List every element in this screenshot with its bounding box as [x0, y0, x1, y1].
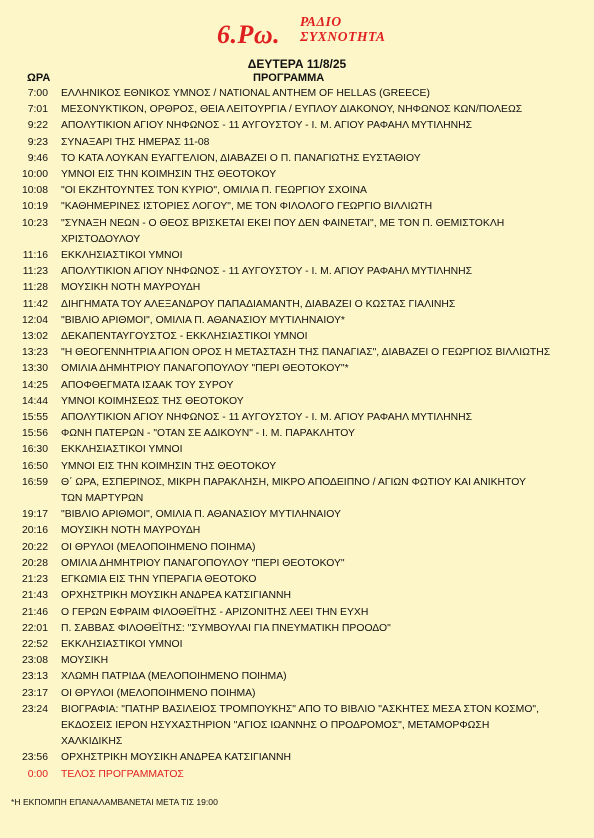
schedule-row — [0, 394, 594, 410]
program-line: ΧΑΛΚΙΔΙΚΗΣ — [61, 736, 123, 748]
schedule-row — [0, 248, 594, 264]
schedule-time: 20:16 — [21, 525, 48, 537]
schedule-row — [0, 572, 594, 588]
schedule-time: 16:50 — [21, 460, 48, 472]
schedule-time: 13:02 — [21, 331, 48, 343]
program-line: ΤΩΝ ΜΑΡΤΥΡΩΝ — [61, 493, 144, 505]
schedule-time: 13:23 — [21, 347, 48, 359]
schedule-time: 22:52 — [21, 638, 48, 650]
schedule-time: 10:08 — [21, 185, 48, 197]
schedule-time: 21:23 — [21, 574, 48, 586]
logo-subtitle — [300, 14, 385, 44]
schedule-time: 11:42 — [22, 298, 48, 310]
schedule-time: 11:28 — [22, 282, 48, 294]
schedule-program — [61, 588, 581, 604]
column-headers — [0, 72, 594, 86]
program-line: ΟΜΙΛΙΑ ΔΗΜΗΤΡΙΟΥ ΠΑΝΑΓΟΠΟΥΛΟΥ "ΠΕΡΙ ΘΕΟΤΟΚΟΥ" — [61, 557, 345, 569]
schedule-program — [61, 507, 581, 523]
program-line: ΥΜΝΟΙ ΚΟΙΜΗΣΕΩΣ ΤΗΣ ΘΕΟΤΟΚΟΥ — [61, 395, 244, 407]
schedule-time: 0:00 — [27, 768, 48, 780]
schedule-row — [0, 378, 594, 394]
schedule-program — [61, 475, 581, 507]
schedule-row — [0, 523, 594, 539]
time-column-header: ΩΡΑ — [27, 72, 51, 84]
program-line: ΜΟΥΣΙΚΗ — [61, 655, 109, 667]
schedule-time: 23:17 — [21, 687, 48, 699]
schedule-row — [0, 637, 594, 653]
schedule-row — [0, 556, 594, 572]
schedule-time: 16:30 — [21, 444, 48, 456]
program-line: ΟΙ ΘΡΥΛΟΙ (ΜΕΛΟΠΟΙΗΜΕΝΟ ΠΟΙΗΜΑ) — [61, 541, 256, 553]
schedule-program — [61, 216, 581, 248]
schedule-row — [0, 410, 594, 426]
schedule-row — [0, 767, 594, 783]
program-line: ΕΚΚΛΗΣΙΑΣΤΙΚΟΙ ΥΜΝΟΙ — [61, 444, 183, 456]
schedule-list — [0, 86, 594, 783]
schedule-time: 9:46 — [27, 152, 48, 164]
program-line: ΧΛΩΜΗ ΠΑΤΡΙΔΑ (ΜΕΛΟΠΟΙΗΜΕΝΟ ΠΟΙΗΜΑ) — [61, 671, 287, 683]
schedule-row — [0, 135, 594, 151]
schedule-time: 11:16 — [22, 250, 48, 262]
program-line: ΜΟΥΣΙΚΗ ΝΟΤΗ ΜΑΥΡΟΥΔΗ — [61, 525, 201, 537]
program-line: ΦΩΝΗ ΠΑΤΕΡΩΝ - "ΟΤΑΝ ΣΕ ΑΔΙΚΟΥΝ" - Ι. Μ. ΠΑΡΑΚΛΗΤΟΥ — [61, 428, 355, 440]
schedule-program — [61, 410, 581, 426]
schedule-time: 23:08 — [21, 655, 48, 667]
schedule-time: 10:23 — [21, 217, 48, 229]
schedule-time: 10:19 — [21, 201, 48, 213]
schedule-row — [0, 118, 594, 134]
schedule-time: 15:55 — [21, 412, 48, 424]
schedule-row — [0, 345, 594, 361]
program-line: ΔΕΚΑΠΕΝΤΑΥΓΟΥΣΤΟΣ - ΕΚΚΛΗΣΙΑΣΤΙΚΟΙ ΥΜΝΟΙ — [61, 331, 308, 343]
program-line: ΤΕΛΟΣ ΠΡΟΓΡΑΜΜΑΤΟΣ — [61, 768, 184, 780]
schedule-row — [0, 167, 594, 183]
schedule-time: 23:13 — [21, 671, 48, 683]
logo-subtitle-line1: ΡΑΔΙΟ — [300, 14, 342, 29]
program-line: Θ΄ ΩΡΑ, ΕΣΠΕΡΙΝΟΣ, ΜΙΚΡΗ ΠΑΡΑΚΛΗΣΗ, ΜΙΚΡΟ ΑΠΟΔΕΙΠΝΟ / ΑΓΙΩΝ ΦΩΤΙΟΥ ΚΑΙ ΑΝΙΚΗΤΟΥ — [61, 476, 526, 488]
schedule-program — [61, 345, 581, 361]
schedule-row — [0, 216, 594, 248]
schedule-time: 7:00 — [27, 88, 48, 99]
schedule-time: 9:23 — [27, 136, 48, 148]
schedule-program — [61, 151, 581, 167]
schedule-row — [0, 605, 594, 621]
schedule-row — [0, 86, 594, 102]
schedule-program — [61, 297, 581, 313]
schedule-time: 9:22 — [27, 120, 48, 132]
schedule-time: 14:44 — [21, 395, 48, 407]
schedule-time: 19:17 — [21, 509, 48, 521]
program-line: ΜΕΣΟΝΥΚΤΙΚΟΝ, ΟΡΘΡΟΣ, ΘΕΙΑ ΛΕΙΤΟΥΡΓΙΑ / ΕΥΠΛΟΥ ΔΙΑΚΟΝΟΥ, ΝΗΦΩΝΟΣ ΚΩΝ/ΠΟΛΕΩΣ — [61, 104, 523, 116]
schedule-row — [0, 361, 594, 377]
schedule-program — [61, 523, 581, 539]
program-line: ΔΙΗΓΗΜΑΤΑ ΤΟΥ ΑΛΕΞΑΝΔΡΟΥ ΠΑΠΑΔΙΑΜΑΝΤΗ, ΔΙΑΒΑΖΕΙ Ο ΚΩΣΤΑΣ ΓΙΑΛΙΝΗΣ — [61, 298, 456, 310]
program-line: ΕΚΔΟΣΕΙΣ ΙΕΡΟΝ ΗΣΥΧΑΣΤΗΡΙΟΝ "ΑΓΙΟΣ ΙΩΑΝΝΗΣ Ο ΠΡΟΔΡΟΜΟΣ", ΜΕΤΑΜΟΡΦΩΣΗ — [61, 719, 490, 731]
schedule-program — [61, 540, 581, 556]
schedule-program — [61, 394, 581, 410]
schedule-program — [61, 605, 581, 621]
schedule-row — [0, 102, 594, 118]
schedule-row — [0, 264, 594, 280]
schedule-program — [61, 572, 581, 588]
schedule-row — [0, 750, 594, 766]
program-line: Ο ΓΕΡΩΝ ΕΦΡΑΙΜ ΦΙΛΟΘΕΪΤΗΣ - ΑΡΙΖΟΝΙΤΗΣ ΛΕΕΙ ΤΗΝ ΕΥΧΗ — [61, 606, 369, 618]
logo-main-text: 6.Ρω. — [217, 20, 281, 49]
schedule-program — [61, 361, 581, 377]
schedule-row — [0, 329, 594, 345]
schedule-row — [0, 199, 594, 215]
schedule-time: 13:30 — [21, 363, 48, 375]
program-line: ΕΓΚΩΜΙΑ ΕΙΣ ΤΗΝ ΥΠΕΡΑΓΙΑ ΘΕΟΤΟΚΟ — [61, 574, 257, 586]
schedule-row — [0, 151, 594, 167]
schedule-program — [61, 102, 581, 118]
schedule-program — [61, 199, 581, 215]
program-line: ΑΠΟΦΘΕΓΜΑΤΑ ΙΣΑΑΚ ΤΟΥ ΣΥΡΟΥ — [61, 379, 234, 391]
schedule-row — [0, 669, 594, 685]
program-line: "ΒΙΒΛΙΟ ΑΡΙΘΜΟΙ", ΟΜΙΛΙΑ Π. ΑΘΑΝΑΣΙΟΥ ΜΥΤΙΛΗΝΑΙΟΥ — [61, 509, 341, 521]
schedule-time: 20:28 — [21, 557, 48, 569]
schedule-row — [0, 313, 594, 329]
program-line: ΕΛΛΗΝΙΚΟΣ ΕΘΝΙΚΟΣ ΥΜΝΟΣ / NATIONAL ANTHEM OF HELLAS (GREECE) — [61, 88, 430, 99]
schedule-program — [61, 329, 581, 345]
schedule-row — [0, 588, 594, 604]
program-line: "ΚΑΘΗΜΕΡΙΝΕΣ ΙΣΤΟΡΙΕΣ ΛΟΓΟΥ", ΜΕ ΤΟΝ ΦΙΛΟΛΟΓΟ ΓΕΩΡΓΙΟ ΒΙΛΛΙΩΤΗ — [61, 201, 433, 213]
schedule-program — [61, 118, 581, 134]
schedule-row — [0, 653, 594, 669]
program-line: ΒΙΟΓΡΑΦΙΑ: "ΠΑΤΗΡ ΒΑΣΙΛΕΙΟΣ ΤΡΟΜΠΟΥΚΗΣ" ΑΠΟ ΤΟ ΒΙΒΛΙΟ "ΑΣΚΗΤΕΣ ΜΕΣΑ ΣΤΟΝ ΚΟΣΜΟ", — [61, 703, 540, 715]
program-line: ΟΡΧΗΣΤΡΙΚΗ ΜΟΥΣΙΚΗ ΑΝΔΡΕΑ ΚΑΤΣΙΓΙΑΝΝΗ — [61, 590, 292, 602]
schedule-time: 14:25 — [21, 379, 48, 391]
schedule-time: 12:04 — [21, 314, 48, 326]
schedule-program — [61, 556, 581, 572]
program-line: ΜΟΥΣΙΚΗ ΝΟΤΗ ΜΑΥΡΟΥΔΗ — [61, 282, 201, 294]
program-line: ΑΠΟΛΥΤΙΚΙΟΝ ΑΓΙΟΥ ΝΗΦΩΝΟΣ - 11 ΑΥΓΟΥΣΤΟΥ - Ι. Μ. ΑΓΙΟΥ ΡΑΦΑΗΛ ΜΥΤΙΛΗΝΗΣ — [61, 120, 473, 132]
program-line: ΟΜΙΛΙΑ ΔΗΜΗΤΡΙΟΥ ΠΑΝΑΓΟΠΟΥΛΟΥ "ΠΕΡΙ ΘΕΟΤΟΚΟΥ"* — [61, 363, 349, 375]
program-line: ΑΠΟΛΥΤΙΚΙΟΝ ΑΓΙΟΥ ΝΗΦΩΝΟΣ - 11 ΑΥΓΟΥΣΤΟΥ - Ι. Μ. ΑΓΙΟΥ ΡΑΦΑΗΛ ΜΥΤΙΛΗΝΗΣ — [61, 266, 473, 278]
schedule-program — [61, 167, 581, 183]
program-column-header: ΠΡΟΓΡΑΜΜΑ — [253, 72, 325, 84]
schedule-row — [0, 442, 594, 458]
schedule-time: 21:46 — [21, 606, 48, 618]
schedule-row — [0, 297, 594, 313]
schedule-row — [0, 621, 594, 637]
schedule-time: 10:00 — [21, 169, 48, 181]
program-line: ΥΜΝΟΙ ΕΙΣ ΤΗΝ ΚΟΙΜΗΣΙΝ ΤΗΣ ΘΕΟΤΟΚΟΥ — [61, 460, 277, 472]
schedule-program — [61, 248, 581, 264]
schedule-row — [0, 280, 594, 296]
schedule-program — [61, 653, 581, 669]
schedule-row — [0, 459, 594, 475]
schedule-program — [61, 459, 581, 475]
program-line: ΤΟ ΚΑΤΑ ΛΟΥΚΑΝ ΕΥΑΓΓΕΛΙΟΝ, ΔΙΑΒΑΖΕΙ Ο Π. ΠΑΝΑΓΙΩΤΗΣ ΕΥΣΤΑΘΙΟΥ — [61, 152, 421, 164]
program-line: ΟΙ ΘΡΥΛΟΙ (ΜΕΛΟΠΟΙΗΜΕΝΟ ΠΟΙΗΜΑ) — [61, 687, 256, 699]
schedule-program — [61, 637, 581, 653]
program-line: ΧΡΙΣΤΟΔΟΥΛΟΥ — [61, 233, 141, 245]
schedule-program — [61, 183, 581, 199]
program-line: ΟΡΧΗΣΤΡΙΚΗ ΜΟΥΣΙΚΗ ΑΝΔΡΕΑ ΚΑΤΣΙΓΙΑΝΝΗ — [61, 752, 292, 764]
schedule-program — [61, 86, 581, 102]
schedule-time: 15:56 — [21, 428, 48, 440]
schedule-program — [61, 669, 581, 685]
program-line: "ΒΙΒΛΙΟ ΑΡΙΘΜΟΙ", ΟΜΙΛΙΑ Π. ΑΘΑΝΑΣΙΟΥ ΜΥΤΙΛΗΝΑΙΟΥ* — [61, 314, 345, 326]
schedule-row — [0, 183, 594, 199]
schedule-time: 23:56 — [21, 752, 48, 764]
station-logo — [0, 6, 594, 56]
schedule-time: 7:01 — [27, 104, 48, 116]
schedule-time: 23:24 — [21, 703, 48, 715]
schedule-program — [61, 686, 581, 702]
schedule-time: 22:01 — [21, 622, 48, 634]
program-line: ΑΠΟΛΥΤΙΚΙΟΝ ΑΓΙΟΥ ΝΗΦΩΝΟΣ - 11 ΑΥΓΟΥΣΤΟΥ - Ι. Μ. ΑΓΙΟΥ ΡΑΦΑΗΛ ΜΥΤΙΛΗΝΗΣ — [61, 412, 473, 424]
program-line: "ΟΙ ΕΚΖΗΤΟΥΝΤΕΣ ΤΟΝ ΚΥΡΙΟ", ΟΜΙΛΙΑ Π. ΓΕΩΡΓΙΟΥ ΣΧΟΙΝΑ — [61, 185, 367, 197]
schedule-program — [61, 442, 581, 458]
schedule-program — [61, 426, 581, 442]
schedule-time: 11:23 — [22, 266, 48, 278]
program-line: ΕΚΚΛΗΣΙΑΣΤΙΚΟΙ ΥΜΝΟΙ — [61, 638, 183, 650]
footnote: *Η ΕΚΠΟΜΠΗ ΕΠΑΝΑΛΑΜΒΑΝΕΤΑΙ ΜΕΤΑ ΤΙΣ 19:00 — [11, 797, 218, 807]
schedule-program — [61, 621, 581, 637]
program-line: ΥΜΝΟΙ ΕΙΣ ΤΗΝ ΚΟΙΜΗΣΙΝ ΤΗΣ ΘΕΟΤΟΚΟΥ — [61, 169, 277, 181]
schedule-program — [61, 702, 581, 751]
program-line: Π. ΣΑΒΒΑΣ ΦΙΛΟΘΕΪΤΗΣ: "ΣΥΜΒΟΥΛΑΙ ΓΙΑ ΠΝΕΥΜΑΤΙΚΗ ΠΡΟΟΔΟ" — [61, 622, 391, 634]
schedule-program — [61, 313, 581, 329]
program-line: ΣΥΝΑΞΑΡΙ ΤΗΣ ΗΜΕΡΑΣ 11-08 — [61, 136, 210, 148]
program-line: ΕΚΚΛΗΣΙΑΣΤΙΚΟΙ ΥΜΝΟΙ — [61, 250, 183, 262]
schedule-program — [61, 280, 581, 296]
schedule-row — [0, 686, 594, 702]
schedule-time: 16:59 — [21, 476, 48, 488]
schedule-program — [61, 750, 581, 766]
schedule-date: ΔΕΥΤΕΡΑ 11/8/25 — [247, 57, 347, 71]
schedule-program — [61, 767, 581, 783]
schedule-time: 20:22 — [21, 541, 48, 553]
schedule-row — [0, 475, 594, 507]
schedule-program — [61, 135, 581, 151]
schedule-program — [61, 264, 581, 280]
schedule-row — [0, 426, 594, 442]
schedule-row — [0, 540, 594, 556]
schedule-time: 21:43 — [21, 590, 48, 602]
schedule-row — [0, 702, 594, 751]
logo-subtitle-line2: ΣΥΧΝΟΤΗΤΑ — [300, 29, 386, 44]
schedule-row — [0, 507, 594, 523]
schedule-program — [61, 378, 581, 394]
program-line: "Η ΘΕΟΓΕΝΝΗΤΡΙΑ ΑΓΙΟΝ ΟΡΟΣ Η ΜΕΤΑΣΤΑΣΗ ΤΗΣ ΠΑΝΑΓΙΑΣ", ΔΙΑΒΑΖΕΙ Ο ΓΕΩΡΓΙΟΣ ΒΙΛΛΙΩΤΗΣ — [61, 347, 551, 359]
program-line: "ΣΥΝΑΞΗ ΝΕΩΝ - Ο ΘΕΟΣ ΒΡΙΣΚΕΤΑΙ ΕΚΕΙ ΠΟΥ ΔΕΝ ΦΑΙΝΕΤΑΙ", ΜΕ ΤΟΝ Π. ΘΕΜΙΣΤΟΚΛΗ — [61, 217, 505, 229]
